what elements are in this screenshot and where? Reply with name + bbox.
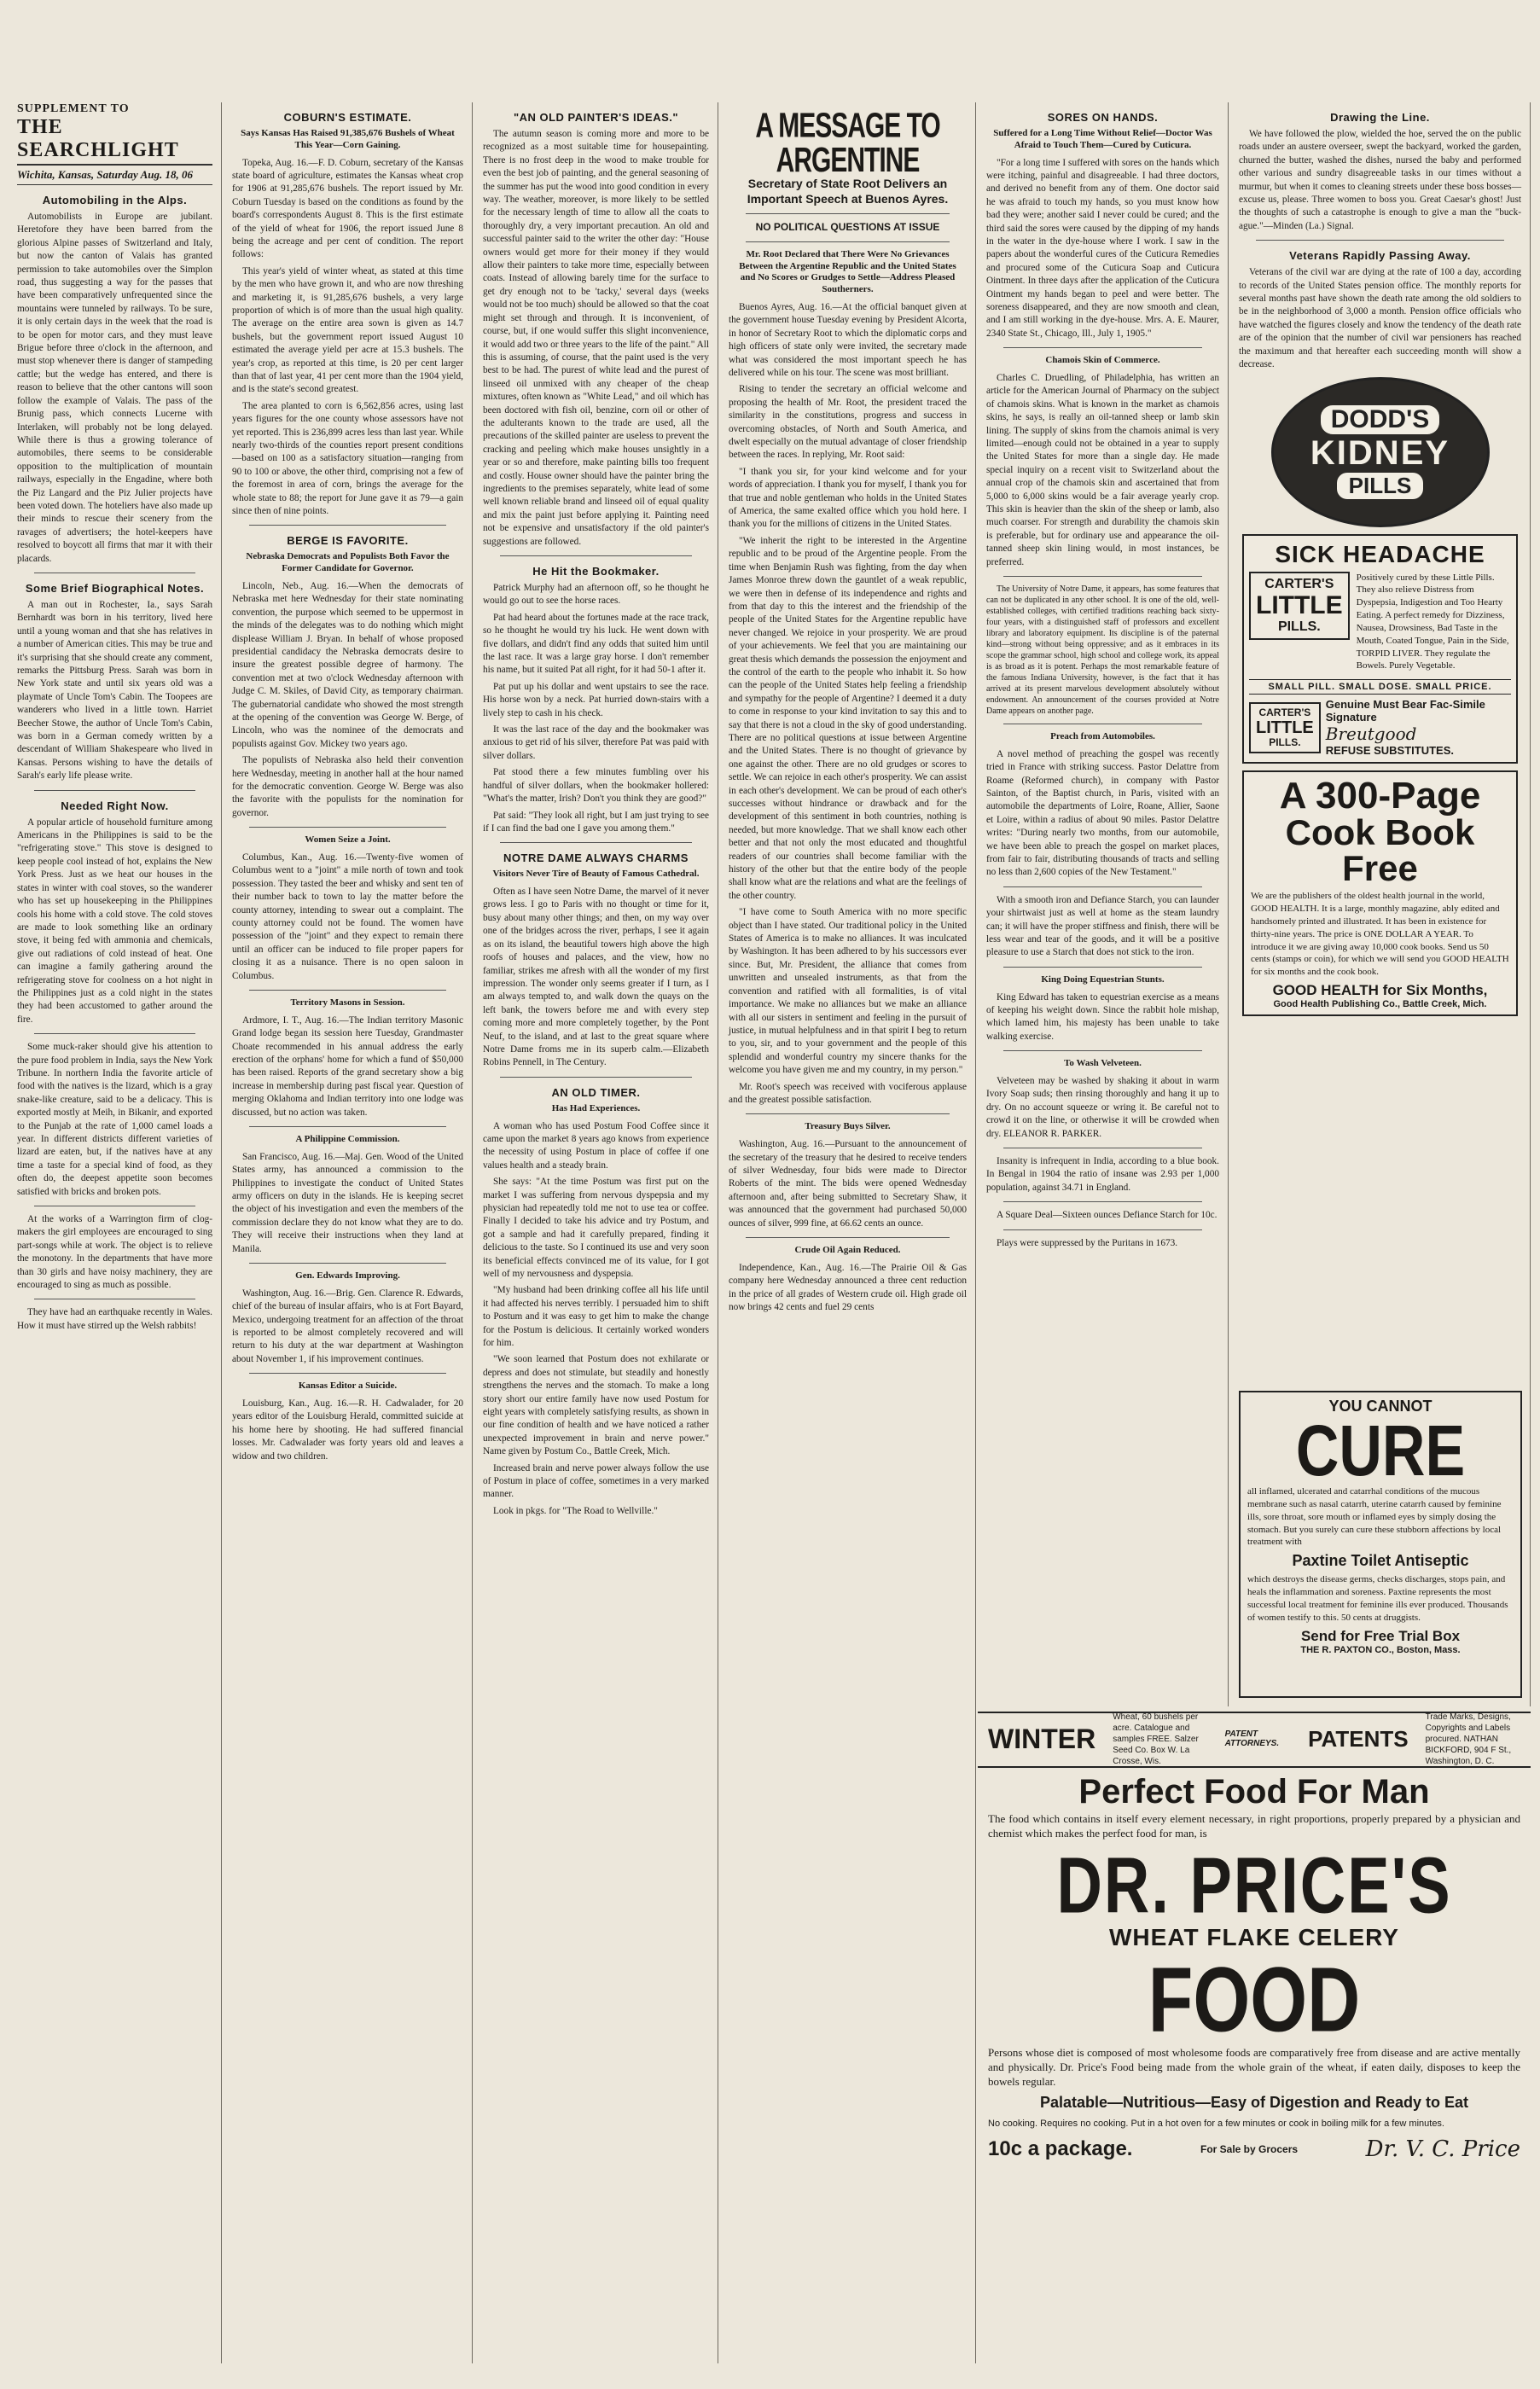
article-title: Automobiling in the Alps. — [42, 194, 188, 206]
article-body: Patrick Murphy had an afternoon off, so he thought he would go out to see the horse races. — [483, 583, 709, 607]
article-body: Pat had heard about the fortunes made at the race track, so he thought he would try his luck. He went down with five dollars, and didn't find any odds that suited him until the last race. It was a large gray horse. I don't remember his name, but it suited Pat all right, for it had 50-1 after it. — [483, 612, 709, 676]
winter-wheat-ad — [978, 1712, 1531, 1764]
divider — [249, 1126, 446, 1127]
ad-label: PATENT ATTORNEYS. — [1224, 1729, 1280, 1748]
article-body: Mr. Root's speech was received with vociferous applause and the greatest possible satisfaction. — [729, 1081, 967, 1105]
ad-banner: SMALL PILL. SMALL DOSE. SMALL PRICE. — [1249, 679, 1511, 695]
article-title: BERGE IS FAVORITE. — [287, 534, 409, 548]
article-title: Veterans Rapidly Passing Away. — [1289, 249, 1471, 263]
divider — [249, 1263, 446, 1264]
ad-tagline: Palatable—Nutritious—Easy of Digestion and Ready to Eat — [1039, 2094, 1469, 2111]
article-body: Buenos Ayres, Aug. 16.—At the official banquet given at the government house Tuesday evening by President Alcorta, in honor of Secretary Root to which the diplomatic corps and high officers of state only were invited, the secretary made what was considered the most important speech he has delivered while on his tour. The scene was most brilliant. — [729, 301, 967, 378]
brand-name: DR. PRICE'S — [1056, 1840, 1452, 1930]
logo-text: CARTER'S — [1258, 706, 1311, 718]
article-body: She says: "At the time Postum was first put on the market I was suffering from nervous dyspepsia and my physician had repeatedly told me not to use tea or coffee. Finally I decided to take his advice and try Postum, and got a sample and had it carefully prepared, finding it delicious to the taste. So I continued its use and very soon its beneficial effects convinced me of its value, for I got well of my nervousness and dyspepsia. — [483, 1177, 709, 1279]
ad-text: GOOD HEALTH for Six Months, — [1272, 982, 1488, 999]
article-body: Increased brain and nerve power always follow the use of Postum in place of coffee, sometimes in a very marked manner. — [483, 1462, 709, 1500]
brand-product: FOOD — [1148, 1949, 1361, 2051]
article-title: King Doing Equestrian Stunts. — [1041, 974, 1165, 985]
article-body: Often as I have seen Notre Dame, the marvel of it never grows less. I go to Paris with no thought or time for it, busy about many other things; and then, on my way over one of the bridges across the river, perhaps, I see it again as on its island, the beautiful towers high above the high roofs of houses and palaces, and the view, how no familiar, strikes me afresh with all the wonder of my first impression. The wonder only seems greater if I turn, as I am always tempted to, and walk down the quays on the left bank, the towers before me and with every step coming more and more completely together, by the Pont Neuf, to the island, and at last to the great square where Notre Dame froms me in its superb calm.—Elizabeth Robins Pennell, in The Century. — [483, 886, 709, 1068]
article-title: Treasury Buys Silver. — [805, 1121, 891, 1132]
article-title: He Hit the Bookmaker. — [532, 565, 660, 578]
article-subhead: Has Had Experiences. — [551, 1102, 641, 1113]
divider — [34, 790, 195, 791]
article-title: Chamois Skin of Commerce. — [1045, 355, 1160, 366]
article-title: Territory Masons in Session. — [290, 997, 405, 1008]
signature-icon: Breutgood — [1325, 724, 1417, 745]
divider — [746, 1237, 950, 1238]
article-title: SORES ON HANDS. — [1047, 111, 1159, 124]
divider — [500, 555, 692, 556]
divider — [1003, 967, 1202, 968]
column-3 — [474, 102, 718, 2363]
divider — [1003, 347, 1202, 348]
masthead-title: THE SEARCHLIGHT — [17, 116, 212, 166]
column-5 — [978, 102, 1229, 1706]
ad-headline: CURE — [1295, 1410, 1466, 1491]
article-title: AN OLD TIMER. — [551, 1085, 641, 1099]
article-body: Topeka, Aug. 16.—F. D. Coburn, secretary of the Kansas state board of agriculture, estimates the Kansas wheat crop for 1906 at 91,285,676 bushels. The report issued by Mr. Coburn Tuesday is based on the conditions as found by the board's correspondents August 8. This is the first estimate of the yield of wheat for 1906, the report issued June 8 being the acreage and per cent of condition. The report follows: — [232, 157, 463, 260]
article-body: Independence, Kan., Aug. 16.—The Prairie Oil & Gas company here Wednesday announced a three cent reduction in the price of all grades of Western crude oil. High grade oil now brings 42 cents and fuel 29 cents — [729, 1262, 967, 1312]
divider — [249, 827, 446, 828]
logo-text: CARTER'S — [1264, 576, 1334, 591]
article-body: Look in pkgs. for "The Road to Wellville." — [493, 1505, 658, 1516]
logo-text: LITTLE — [1256, 718, 1314, 737]
ad-text: Send for Free Trial Box — [1300, 1627, 1461, 1644]
ad-headline: SICK HEADACHE — [1275, 540, 1485, 567]
divider — [1003, 1201, 1202, 1202]
masthead-dateline: Wichita, Kansas, Saturday Aug. 18, 06 — [17, 166, 212, 185]
paxtine-ad — [1239, 1391, 1522, 1698]
article-body: Velveteen may be washed by shaking it about in warm Ivory Soap suds; then rinsing thoroughly and hang it up to dry. On no account squeeze or wring it. Be careful not to crowd it on the line, or otherwise it will be crowded when dry. ELEANOR R. PARKER. — [986, 1076, 1219, 1139]
article-body: A woman who has used Postum Food Coffee since it came upon the market 8 years ago knows from experience the necessity of using Postum in place of coffee if one values health and a steady brain. — [483, 1120, 709, 1171]
masthead-supplement: SUPPLEMENT TO — [17, 102, 130, 115]
article-body: They have had an earthquake recently in Wales. How it must have stirred up the Welsh rabbits! — [17, 1307, 212, 1331]
ad-body: Positively cured by these Little Pills. They also relieve Distress from Dyspepsia, Indigestion and Too Hearty Eating. A perfect remedy for Dizziness, Nausea, Drowsiness, Bad Taste in the Mouth, Coated Tongue, Pain in the Side, TORPID LIVER. They regulate the Bowels. Purely Vegetable. — [1356, 572, 1509, 671]
ad-body: which destroys the disease germs, checks discharges, stops pain, and heals the inflammation and soreness. Paxtine represents the most successful local treatment for feminine ills ever produced. Thousands of women testify to this. 50 cents at druggists. — [1247, 1574, 1508, 1623]
cook-book-ad — [1242, 770, 1518, 1016]
ad-headline: Perfect Food For Man — [1078, 1773, 1430, 1811]
article-body: "I thank you sir, for your kind welcome and for your words of appreciation. I thank you for myself, I thank you for that true and noble gentleman who holds in the United States of America, the same exalted office which you hold here. I thank you for the millions of citizens in the United States. — [729, 466, 967, 530]
article-title: "AN OLD PAINTER'S IDEAS." — [513, 111, 679, 124]
article-body: Pat put up his dollar and went upstairs to see the race. His horse won by a neck. Pat hurried down-stairs with a lively step to cash in his check. — [483, 681, 709, 718]
article-body: Lincoln, Neb., Aug. 16.—When the democrats of Nebraska met here Wednesday for their state nominating convention, the purpose which seemed to be uppermost in the minds of the delegates was to do nothing which might displease William J. Bryan. In behalf of whose proposed presidential candidacy the Nebraska democrats desire to insure the greatest possible degree of harmony. The convention met at two o'clock Wednesday afternoon with Judge C. M. Skiles, of David City, as temporary chairman. The gubernatorial candidate who showed the most strength at the opening of the convention was George W. Berge, of Lincoln, who was the nominee of the democrats and populists against Gov. Mickey two years ago. — [232, 580, 463, 749]
article-body: Washington, Aug. 16.—Brig. Gen. Clarence R. Edwards, chief of the bureau of insular affairs, who is at Fort Bayard, Mexico, undergoing treatment for an affection of the throat is reported to be almost completely recovered and will return to his duty at the war department at Washington about November 1, if his improvement continues. — [232, 1288, 463, 1364]
divider — [1003, 1050, 1202, 1051]
ad-body: No cooking. Requires no cooking. Put in a hot oven for a few minutes or cook in boiling milk for a few minutes. — [988, 2119, 1444, 2129]
dr-prices-food-ad — [978, 1766, 1531, 2363]
ad-product: Paxtine Toilet Antiseptic — [1292, 1552, 1469, 1570]
ad-price: 10c a package. — [988, 2137, 1133, 2160]
article-body: "We inherit the right to be interested in the Argentine republic and to be proud of the Argentine people. From the time when Benjamin Rush was fighting, from the day when James Monroe threw down the gauntlet of a weak republic, we were then in defense of its independence and rights and from that day to this the interest and the friendship of the people of the United States for the Argentine republic have never changed. We rejoice in your prosperity. We are proud of your achievements. We feel that you are maintaining our great thesis which demands the possession the enjoyment and the control of the earth to the people who inhabit it. So how can the people of the United States help feeling a friendship and sympathy for the people of Argentine? I deemed it a duty to come in response to your kind invitation to say this and to say that there is not a cloud in the sky of good understanding. There are no political questions at issue between Argentine and the United States. There is no thought of grievance by one against the other. There are no old grudges or scores to settle. We can rejoice in each other's prosperity. We can assist in each other's development. We can be proud of each other's successes without hindrance or drawback and for the development of this sentiment in both countries, nothing is needed, but more knowledge. That we shall know each other better and that not only the most educated and thoughtful readers of our countries shall become familiar with the history of the other but that the entire body of the people shall know what are the relations and what are the feelings of the other country. — [729, 535, 967, 901]
article-subhead: Mr. Root Declared that There Were No Grievances Between the Argentine Republic and the United States and No Scores or Grudges to Settle—Address Pleased Southerners. — [739, 248, 956, 295]
article-title: COBURN'S ESTIMATE. — [283, 111, 412, 124]
article-body: "My husband had been drinking coffee all his life until it had affected his nerves terribly. I persuaded him to shift to Postum and it was easy to get him to make the change for the Postum is delicious. It certainly worked wonders for him. — [483, 1285, 709, 1348]
article-body: A popular article of household furniture among Americans in the Philippines is said to be the "refrigerating stove." This stove is designed to keep people cool instead of hot, explains the New York Press. Just as we heat our houses in the states in winter with coal stoves, so the wanderer who has set up housekeeping in the Philippines cools his home with a cold stove. The cold stoves are made to look something like an ordinary stove, it being fed with ammonia and chemicals, give out radiations of cold instead of heat. One can imagine a family gathering around the refrigerating stove for coolness on a hot night in the Philippines just as a cold night in the states they had been accustomed to gather around the fire. — [17, 817, 212, 1025]
logo-text: PILLS. — [1269, 735, 1301, 748]
carters-pills-ad — [1242, 534, 1518, 764]
article-body: King Edward has taken to equestrian exercise as a means of keeping his weight down. Since the rabbit hole mishap, which lamed him, his majesty has been unable to take walking exercise. — [986, 991, 1219, 1042]
ad-headline: WINTER — [988, 1723, 1096, 1754]
divider — [249, 525, 446, 526]
carters-logo — [1249, 702, 1321, 753]
article-body: "We soon learned that Postum does not exhilarate or depress and does not stimulate, but steadily and honestly strengthens the nerves and the stomach. To make a long story short our entire family have now used Postum for eight years with completely satisfying results, as shown in our fine condition of health and we have noticed a rather unexpected improvement in brain and nerve power." Name given by Postum Co., Battle Creek, Mich. — [483, 1354, 709, 1457]
ad-headline: Cook Book Free — [1285, 812, 1475, 889]
article-body: The University of Notre Dame, it appears, has some features that can not be duplicated in any other school. It is one of the old, well-established colleges, with certified traditions reaching back sixty-four years, with a distinguished staff of professors and excellent library and laboratory equipment. Its discipline is of the paternal kind—strong without being oppressive; and as it embraces in its scope the grammar school, high school and college work, its appeal is as broad as it is potent. Perhaps the most remarkable feature of the famous Indiana University, however, is the fact that it has arrived at its present marvelous development absolutely without endowment. An announcement of the courses provided at Notre Dame appears on another page. — [986, 584, 1219, 717]
divider — [1003, 886, 1202, 887]
article-body: A Square Deal—Sixteen ounces Defiance Starch for 10c. — [997, 1210, 1217, 1221]
ad-text: YOU CANNOT — [1328, 1398, 1432, 1415]
article-title: Gen. Edwards Improving. — [295, 1270, 400, 1282]
patents-ad — [1239, 1700, 1522, 1710]
article-body: Washington, Aug. 16.—Pursuant to the announcement of the secretary of the treasury that he desired to receive tenders of silver Wednesday, four bids were made to Director Roberts of the mint. The bids were opened Wednesday afternoon and, after being submitted to Secretary Shaw, it was announced that the government had purchased 50,000 ounces of silver, 999 fine, at 66.62 cents an ounce. — [729, 1139, 967, 1229]
article-body: Some muck-raker should give his attention to the pure food problem in India, says the New York Tribune. In northern India the favorite article of food with the natives is the lizard, which is a gray snake-like creature, said to be a delicacy. This is exported mostly at Meih, in Bikanir, and exported to the Punjab at the rate of 1,000 camel loads a year. In different districts different varieties of lizard are eaten, but, if the natives have at any time a taste for a special kind of food, as they often do, the deepest appetite soon becomes satisfied with bricks and broken pots. — [17, 1042, 212, 1197]
dodds-kidney-pills-ad — [1271, 377, 1490, 527]
article-body: A novel method of preaching the gospel was recently tried in France with striking success. Pastor Delattre from Roame (Reformed church), in company with Pastor Sainton, of the Baptist church, in Paris, visited with an automobile the departments of Loire, Roane, Allier, Saone et Loire, within a radius of about 90 miles. Pastor Delattre writes: "During nearly two months, from our automobile, we have been able to preach the gospel on market places, from fair to fair, distributing thousands of tracts and selling no less than 2,600 copies of the New Testament." — [986, 748, 1219, 878]
divider — [746, 241, 950, 242]
article-body: San Francisco, Aug. 16.—Maj. Gen. Wood of the United States army, has announced a commission to the Philippines to investigate the conduct of United States army officers on duty in the islands. He is keeping secret the object of his investigation and even the members of the commission declare they do not know what they are to do. They will receive their instructions when they land at Manila. — [232, 1151, 463, 1254]
article-body: Pat stood there a few minutes fumbling over his handful of silver dollars, when the bookmaker hollered: "What's the matter, Irish? Don't you think they are good?" — [483, 767, 709, 805]
ad-text: For Sale by Grocers — [1200, 2143, 1299, 2155]
column-4 — [720, 102, 976, 2363]
article-title: Needed Right Now. — [61, 799, 169, 812]
article-body: The autumn season is coming more and more to be recognized as a most suitable time for housepainting. There is no frost deep in the wood to make trouble for even the best job of painting, and the general seasoning of the summer has put the wood into good condition in every way. The weather, moreover, is more likely to be settled for the necessary length of time to allow all the coats to thoroughly dry, a very important precaution. An old and successful painter said to the writer the other day: "House owners would get more for their money if they would allow their painters to take more time, especially between coats. Instead of allowing barely time for the surface to get dry enough not to be 'tacky,' several days (weeks would not be too much) should be allowed so that the coat might set through and through. It is inconvenient, of course, but, if one would suffer this slight inconvenience, it would add two or three years to the life of the paint." All this is assuming, of course, that the paint used is the very best to be had. The purest of white lead and the purest of linseed oil unmixed with any cheaper of the cheap mixtures, often known as "White Lead," and oil which has been doctored with fish oil, benzine, corn oil or other of the adulterants known to the trade are used, all the precautions of the skilled painter are useless to prevent the cracking and peeling which make houses unsightly in a year or so and therefore, make painting bills too frequent and costly. House owner should have the painter bring the ingredients to the premises separately, white lead of some well known reliable brand and linseed oil of equal quality and mix the paint just before applying it. Painting need not be expensive and unsatisfactory if the old painter's suggestions are followed. — [483, 129, 710, 547]
ad-body: Wheat, 60 bushels per acre. Catalogue and samples FREE. Salzer Seed Co. Box W. La Crosse, Wis. — [1113, 1712, 1199, 1766]
divider — [34, 1033, 195, 1034]
column-1 — [9, 102, 222, 2363]
divider — [1003, 1229, 1202, 1230]
article-body: "I have come to South America with no more specific object than I have stated. Our traditional policy in the United States of America is to make no alliances. It was inculcated by Washington. It has been adhered to by his successors ever since. But, Mr. President, the alliance that comes from unwritten and unsealed instruments, as that from the convention and ratified with all formalities, is of vital importance. We make no alliances but we make an alliance with all our sisters in sentiment and feeling in the pursuit of justice, in mutual helpfulness and in that spirit I beg to return to you, sir, and to your government and the people of this splendid and wonderful country my sincere thanks for the welcome you have given me and my country, in my person." — [729, 907, 967, 1076]
article-body: We have followed the plow, wielded the hoe, served the on the public roads under an austere overseer, swept the backyard, worked the garden, churned the butter, washed the dishes, nursed the baby and performed other various and sundry disagreeable tasks in our times without a murmur, but when it comes to cleaning streets under these boss bosses—excuse us, please. Three women to boss you. Great Caesar's ghost! Just the thoughts of such a catastrophe is enough to give a man the "buck-ague."—Minden (La.) Signal. — [1239, 129, 1521, 231]
article-body: Pat said: "They look all right, but I am just trying to see if I can find the bad one I gave you among them." — [483, 810, 709, 834]
article-body: "For a long time I suffered with sores on the hands which were itching, painful and disagreeable. I had three doctors, and derived no benefit from any of them. One doctor said he was afraid to touch my hands, so you must know how bad they were; another said I never could be cured; and the third said the sores were caused by the dipping of my hands in the water in the dye-house where I work. I saw in the papers about the wonderful cures of the Cuticura Remedies and procured some of the Cuticura Soap and Cuticura Ointment. In three days after the application of the Cuticura Ointment my hands began to peel and were better. The soreness disappeared, and they are now smooth and clean, and I am still working in the dye-house. Mrs. A. E. Maurer, 2340 State St., Chicago, Ill., July 1, 1905." — [986, 157, 1219, 339]
signature-icon: Dr. V. C. Price — [1365, 2136, 1520, 2162]
ad-body: Trade Marks, Designs, Copyrights and Labels procured. NATHAN BICKFORD, 904 F St., Washington, D. C. — [1425, 1712, 1512, 1766]
article-body: It was the last race of the day and the bookmaker was anxious to get rid of his silver, therefore Pat was paid with silver dollars. — [483, 724, 709, 761]
ad-text: KIDNEY — [1310, 433, 1450, 472]
carters-logo — [1249, 572, 1350, 640]
article-title: Drawing the Line. — [1330, 111, 1430, 124]
ad-body: The food which contains in itself every element necessary, in right proportions, properly prepared by a physician and chemist which makes the perfect food for man, is — [988, 1812, 1520, 1840]
divider — [1256, 240, 1504, 241]
article-body: Rising to tender the secretary an official welcome and proposing the health of Mr. Root, the president traced the similarity in the constitutions, progress and success in overcoming obstacles, of North and South America, and dwelt especially on the mutual advantage of closer friendship between the races. In replying, Mr. Root said: — [729, 384, 967, 461]
article-body: The area planted to corn is 6,562,856 acres, using last years figures for the one county whose assessors have not yet reported. This is 236,899 acres less than last year. While nearly two-thirds of the counties report present conditions—based on 100 as a satisfactory situation—ranging from 90 to 100 or above, the other third, comprising not a few of the foremost in area of corn, brings the average for the whole state to 88; the report for June gave it as 79—a gain since then of nine points. — [232, 400, 463, 517]
article-body: Automobilists in Europe are jubilant. Heretofore they have been barred from the glorious Alpine passes of Switzerland and Italy, but now the canton of Valais has granted permission to take automobiles over the Simplon road, thus suggesting a way for the passes that have been comparatively unfrequented since the mountains were tunneled by railways. To be sure, it is only certain days in the week that the road is to be open for motor cars, and they must leave Brigue before three o'clock in the afternoon, and must stop whenever there is danger of stampeding cattle; but the wedge has entered, and there is reason to believe that the other cantons will soon follow the example of Valais. The pass of the Brunig pass, which connects Lucerne with Interlaken, will probably not be long delayed. While there is thus a growing tolerance of automobiles, there seems to be considerable opposition to the multiplication of mountain railways, especially in the Engadine, where both the Piz Langard and the Piz Julier projects have been voted down. The hoteliers have also made up their minds to rescue their scenery from the ravages of advertisers; the hotel-keepers have resolved to boycott all firms that mar it with their placards. — [17, 212, 212, 564]
article-title: Women Seize a Joint. — [305, 834, 391, 846]
article-title: A Philippine Commission. — [295, 1134, 400, 1145]
divider — [249, 1373, 446, 1374]
article-body: This year's yield of winter wheat, as stated at this time by the men who have grown it, and who are now threshing and marketing it, is 91,285,676 bushels, a very large proportion of which is of more than the usual high quality. The average on the entire area sown is given as 14.7 bushels, but the government report issued August 10 estimated the average yield per acre at 15.3 bushels. The year's crop, as reported at this time, is 20 per cent larger than that of last year, 41 per cent more than the 1904 yield, and is the state's second greatest. — [232, 265, 463, 395]
ad-text: PILLS — [1337, 473, 1424, 499]
divider — [746, 1113, 950, 1114]
ad-text: Genuine Must Bear Fac-Simile Signature — [1325, 698, 1485, 724]
column-2 — [224, 102, 473, 2363]
article-body: Insanity is infrequent in India, according to a blue book. In Bengal in 1904 the ratio of insane was 2.93 per 1,000 population, against 34.71 in England. — [986, 1156, 1219, 1193]
article-body: Plays were suppressed by the Puritans in 1673. — [997, 1237, 1178, 1248]
article-body: Ardmore, I. T., Aug. 16.—The Indian territory Masonic Grand lodge began its session here Tuesday, Grandmaster Choate recommended in his annual address the early erection of the orphans' home for which a fund of $50,000 has been raised. Reports of the grand secretary show a big increase in membership during past fiscal year. Question of merging Oklahoma and Indian territory into one lodge was discussed, but no action was taken. — [232, 1014, 463, 1118]
article-title: Preach from Automobiles. — [1050, 731, 1155, 742]
divider — [500, 1077, 692, 1078]
article-body: With a smooth iron and Defiance Starch, you can launder your shirtwaist just as well at home as the steam laundry can; it will have the proper stiffness and finish, there will be less wear and tear of the goods, and it will be a positive pleasure to use a Starch that does not stick to the iron. — [986, 894, 1219, 958]
ad-text: DODD'S — [1321, 405, 1439, 434]
article-title: Crude Oil Again Reduced. — [794, 1244, 901, 1255]
ad-headline: PATENTS — [1308, 1725, 1409, 1752]
headline: A MESSAGE TO ARGENTINE — [755, 107, 940, 180]
article-title: Kansas Editor a Suicide. — [298, 1381, 398, 1392]
divider — [1003, 576, 1202, 577]
article-body: At the works of a Warrington firm of clog-makers the girl employees are encouraged to sing part-songs while at work. The object is to relieve the monotony. In the departments that have more than 30 girls and have noisy machinery, they are encouraged to sing as much as possible. — [17, 1214, 212, 1291]
ad-text: THE R. PAXTON CO., Boston, Mass. — [1300, 1644, 1461, 1655]
article-subhead: Suffered for a Long Time Without Relief—Doctor Was Afraid to Touch Them—Cured by Cuticura. — [993, 128, 1212, 150]
article-subhead: Says Kansas Has Raised 91,385,676 Bushels of Wheat This Year—Corn Gaining. — [241, 128, 455, 150]
masthead — [17, 102, 212, 185]
divider — [746, 213, 950, 214]
ad-body: Persons whose diet is composed of most wholesome foods are comparatively free from disease and are active mentally and physically. Dr. Price's Food being made from the whole grain of the wheat, if eaten daily, disposes to keep the bowels regular. — [988, 2046, 1520, 2088]
divider — [249, 990, 446, 991]
article-body: Charles C. Druedling, of Philadelphia, has written an article for the American Journal of Pharmacy on the subject of chamois skins. What is known in the market as chamois skins, he says, is really an oil-tanned sheep or lamb skin lining. The supply of skins from the chamois animal is very limited—enough could not be obtained in a year to supply the United States for more than a single day. He made special inquiry on a recent visit to Switzerland about the annual crop of the chamois skin and ascertained that from 5,000 to 6,000 skins would be a fair average yearly crop. This skin is heavier than the skin of the sheep or lamb, also much coarser. For strength and durability the chamois skin is preferable, but for ordinary use and appearance the oil-tanned sheep skin lining would, in most instances, be preferred. — [986, 372, 1219, 567]
brand-subtitle: WHEAT FLAKE CELERY — [1109, 1924, 1399, 1950]
headline-deck: NO POLITICAL QUESTIONS AT ISSUE — [755, 221, 940, 234]
divider — [500, 842, 692, 843]
article-body: Louisburg, Kan., Aug. 16.—R. H. Cadwalader, for 20 years editor of the Louisburg Herald, committed suicide at his home here by shooting. He had suffered financial losses. Mr. Cadwalader was forty years old and leaves a widow and two children. — [232, 1398, 463, 1462]
article-title: Some Brief Biographical Notes. — [25, 581, 205, 595]
logo-text: LITTLE — [1256, 591, 1343, 620]
article-body: A man out in Rochester, Ia., says Sarah Bernhardt was born in his territory, lived here until a young woman and that she has relatives in a number of American cities. This may be true and it's surprising that she should create any comment, remarks the Pittsburg Press. Sarah was born in New York state and until six years old was a playmate of Uncle Tom's Cabin. The Toopees are wanderers who lived in a little town. Harriet Beecher Stowe, the author of Uncle Tom's Cabin, was born in a German comedy written by a descendant of William Shakespeare who lived in Kansas. Persons wishing to have the details of Sarah's early life please write. — [17, 599, 212, 782]
ad-text: Good Health Publishing Co., Battle Creek, Mich. — [1273, 999, 1487, 1010]
article-title: To Wash Velveteen. — [1064, 1058, 1142, 1069]
article-subhead: Nebraska Democrats and Populists Both Favor the Former Candidate for Governor. — [246, 551, 450, 574]
logo-text: PILLS. — [1277, 619, 1321, 635]
ad-body: We are the publishers of the oldest health journal in the world, GOOD HEALTH. It is a large, monthly magazine, ably edited and handsomely printed and illustrated. It has been in existence for thirty-nine years. The price is ONE DOLLAR A YEAR. To introduce it we are giving away 10,000 cook books. Send us 50 cents (stamps or coin), for which we will send you GOOD HEALTH for six months and the cook book. — [1251, 891, 1509, 978]
article-body: The populists of Nebraska also held their convention here Wednesday, meeting in another hall at the hour named for the democratic convention. George W. Berge was also the favorite with the populists for the nomination for governor. — [232, 755, 463, 818]
article-body: Veterans of the civil war are dying at the rate of 100 a day, according to records of the United States pension office. The monthly reports for several months past have shown the death rate among the old soldiers to be in the neighborhood of 3,000 a month. Pension office officials who have watched the figures closely and know the tendency of the death rate are of the opinion that the number of civil war pensioners has reached the maximum and that hereafter each succeeding month will show a decrease. — [1239, 267, 1521, 370]
ad-headline: A 300-Page — [1279, 775, 1481, 817]
article-subhead: Visitors Never Tire of Beauty of Famous Cathedral. — [492, 869, 700, 880]
article-title: NOTRE DAME ALWAYS CHARMS — [503, 852, 689, 865]
ad-body: all inflamed, ulcerated and catarrhal conditions of the mucous membrane such as nasal catarrh, uterine catarrh caused by feminine ills, sore throat, sore mouth or inflamed eyes by simply dosing the stomach. But you surely can cure these stubborn affections by local treatment with — [1247, 1486, 1502, 1548]
headline-deck: Secretary of State Root Delivers an Important Speech at Buenos Ayres. — [747, 177, 949, 206]
ad-text: REFUSE SUBSTITUTES. — [1325, 744, 1455, 758]
article-body: Columbus, Kan., Aug. 16.—Twenty-five women of Columbus went to a "joint" a mile north of town and took possession. They tasted the beer and whisky and sent ten of their number back to town to lay the matter before the county attorney, intending to swear out a complaint. The county attorney could not be found. The women have possession of the "joint" and they expect to remain there until an officer can be induced to file proper papers for closing it as a nuisance. There is no open saloon in Columbus. — [232, 852, 463, 981]
